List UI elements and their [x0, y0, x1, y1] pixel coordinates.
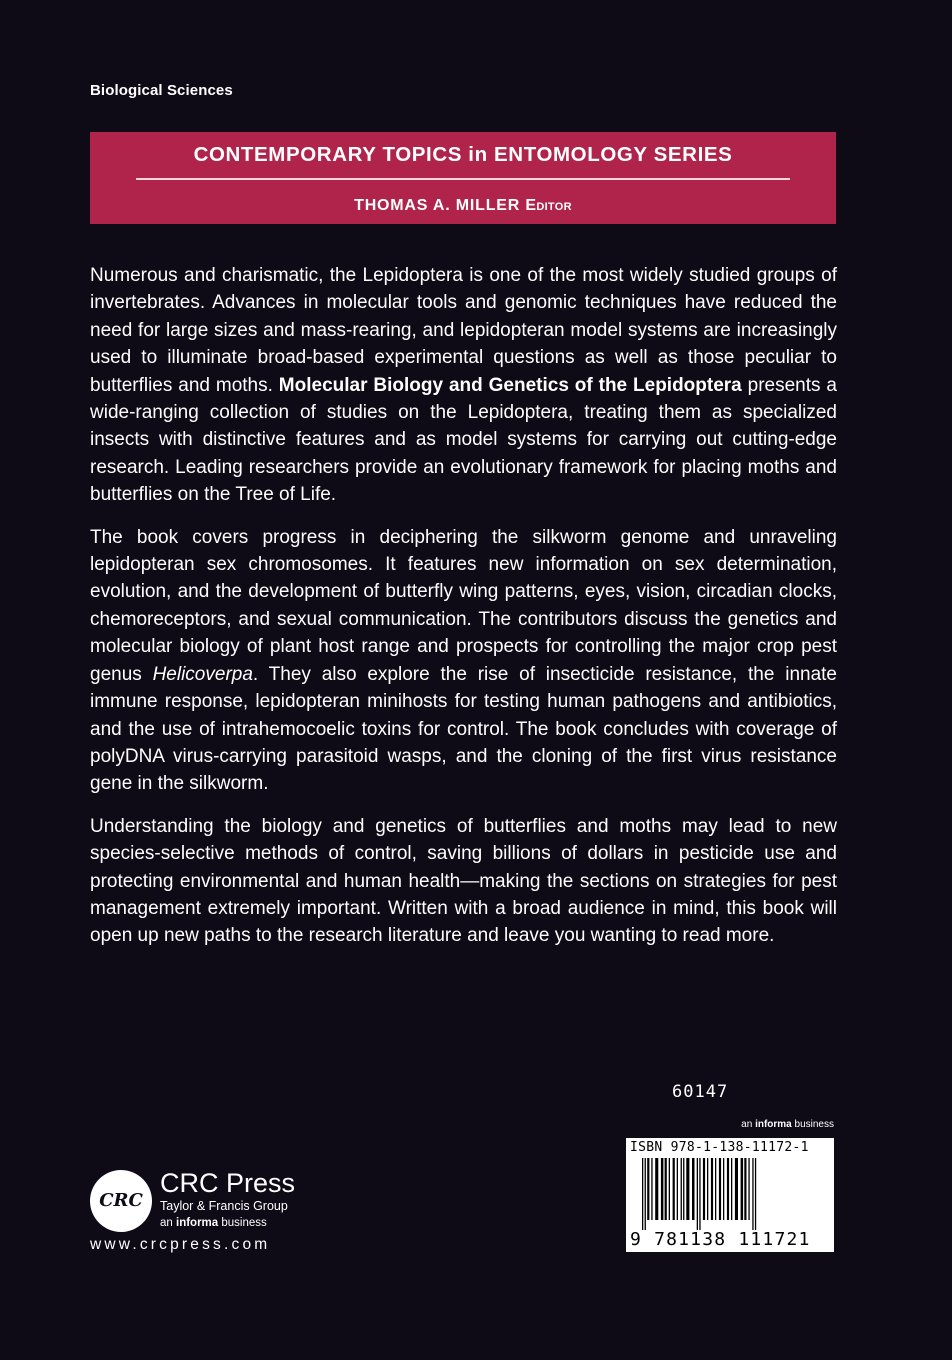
book-description	[90, 262, 837, 965]
publisher-name: CRC Press	[160, 1168, 296, 1198]
barcode-bar	[683, 1158, 684, 1220]
barcode-bar	[651, 1158, 652, 1220]
genus-name: Helicoverpa	[152, 663, 253, 685]
ean-digits: 9 781138 111721	[630, 1229, 811, 1250]
barcode-bar	[642, 1158, 643, 1230]
series-banner	[90, 132, 836, 224]
barcode-bar	[744, 1158, 746, 1220]
barcode-bar	[655, 1158, 658, 1220]
publisher-informa-brand: informa	[176, 1217, 219, 1229]
barcode-bar	[755, 1158, 756, 1230]
barcode-bar	[677, 1158, 678, 1220]
series-editor	[90, 197, 836, 215]
publisher-group: Taylor & Francis Group	[160, 1199, 288, 1213]
barcode-bar	[681, 1158, 682, 1220]
p1-text-a: Numerous and charismatic, the Lepidoptera is one of the most widely studied groups of invertebrates. Advances in molecular tools and genomic techniques have reduced the need for large sizes and mass-rearing, and lepidopteran model systems are increasingly used to illuminate broad-based experimental questions as well as those peculiar to butterflies and moths.	[90, 265, 837, 396]
barcode-bar	[707, 1158, 708, 1220]
barcode-bar	[731, 1158, 732, 1220]
barcode-bar	[735, 1158, 738, 1220]
barcode-bar	[719, 1158, 721, 1220]
barcode-bar	[692, 1158, 695, 1220]
product-code: 60147	[672, 1082, 729, 1102]
barcode-bar	[723, 1158, 724, 1220]
category-label: Biological Sciences	[90, 82, 233, 99]
description-paragraph-2	[90, 524, 837, 798]
p2-text-b: . They also explore the rise of insecticide resistance, the innate immune response, lepidopteran minihosts for testing human pathogens and antibiotics, and the use of intrahemocoelic toxins for control. The book concludes with coverage of polyDNA virus-carrying parasitoid wasps, and the cloning of the first virus resistance gene in the silkworm.	[90, 663, 837, 795]
description-paragraph-1	[90, 262, 837, 509]
isbn-label: ISBN 978-1-138-11172-1	[630, 1140, 809, 1155]
barcode-bars	[640, 1158, 820, 1230]
series-divider	[136, 178, 790, 180]
barcode-bar	[752, 1158, 753, 1230]
barcode-bar	[645, 1158, 646, 1230]
barcode-bar	[669, 1158, 670, 1220]
barcode-bar	[673, 1158, 675, 1220]
publisher-informa-prefix: an	[160, 1217, 176, 1229]
informa-brand: informa	[755, 1119, 792, 1130]
p2-text-a: The book covers progress in deciphering the silkworm genome and unraveling lepidopteran sex chromosomes. It features new information on sex determination, evolution, and the development of butterfly wing patterns, eyes, vision, circadian clocks, chemoreceptors, and sexual communication. The contributors discuss the genetics and molecular biology of plant host range and prospects for controlling the major crop pest genus	[90, 526, 837, 685]
barcode-bar	[697, 1158, 698, 1230]
editor-role: Editor	[525, 197, 572, 214]
series-title: CONTEMPORARY TOPICS in ENTOMOLOGY SERIES	[193, 143, 733, 166]
description-paragraph-3: Understanding the biology and genetics of butterflies and moths may lead to new species-selective methods of control, saving billions of dollars in pesticide use and protecting environmental and human health—making the sections on strategies for pest management extremely important. Written with a broad audience in mind, this book will open up new paths to the research literature and leave you wanting to read more.	[90, 815, 837, 947]
crc-logo	[90, 1170, 152, 1232]
barcode-bar	[711, 1158, 713, 1220]
barcode-bar	[703, 1158, 705, 1220]
publisher-informa-suffix: business	[218, 1217, 267, 1229]
barcode-bar	[647, 1158, 649, 1220]
informa-suffix: business	[791, 1119, 834, 1130]
barcode-bar	[661, 1158, 664, 1220]
informa-prefix: an	[741, 1119, 756, 1130]
barcode-bar	[715, 1158, 716, 1220]
publisher-website: www.crcpress.com	[90, 1236, 271, 1253]
editor-name: THOMAS A. MILLER	[354, 197, 521, 214]
barcode-bar	[741, 1158, 744, 1220]
barcode-bar	[727, 1158, 729, 1220]
publisher-informa-tagline	[160, 1217, 267, 1229]
p1-text-b: presents a wide-ranging collection of studies on the Lepidoptera, treating them as specialized insects with distinctive features and as model systems for carrying out cutting-edge research. Leading researchers provide an evolutionary framework for placing moths and butterflies on the Tree of Life.	[90, 374, 837, 506]
informa-tagline	[741, 1119, 834, 1130]
barcode-bar	[686, 1158, 689, 1220]
barcode-bar	[665, 1158, 667, 1220]
isbn-barcode	[626, 1138, 834, 1252]
crc-logo-text: CRC	[99, 1190, 143, 1211]
book-title: Molecular Biology and Genetics of the Lepidoptera	[278, 374, 742, 396]
barcode-bar	[699, 1158, 700, 1230]
barcode-bar	[748, 1158, 749, 1220]
